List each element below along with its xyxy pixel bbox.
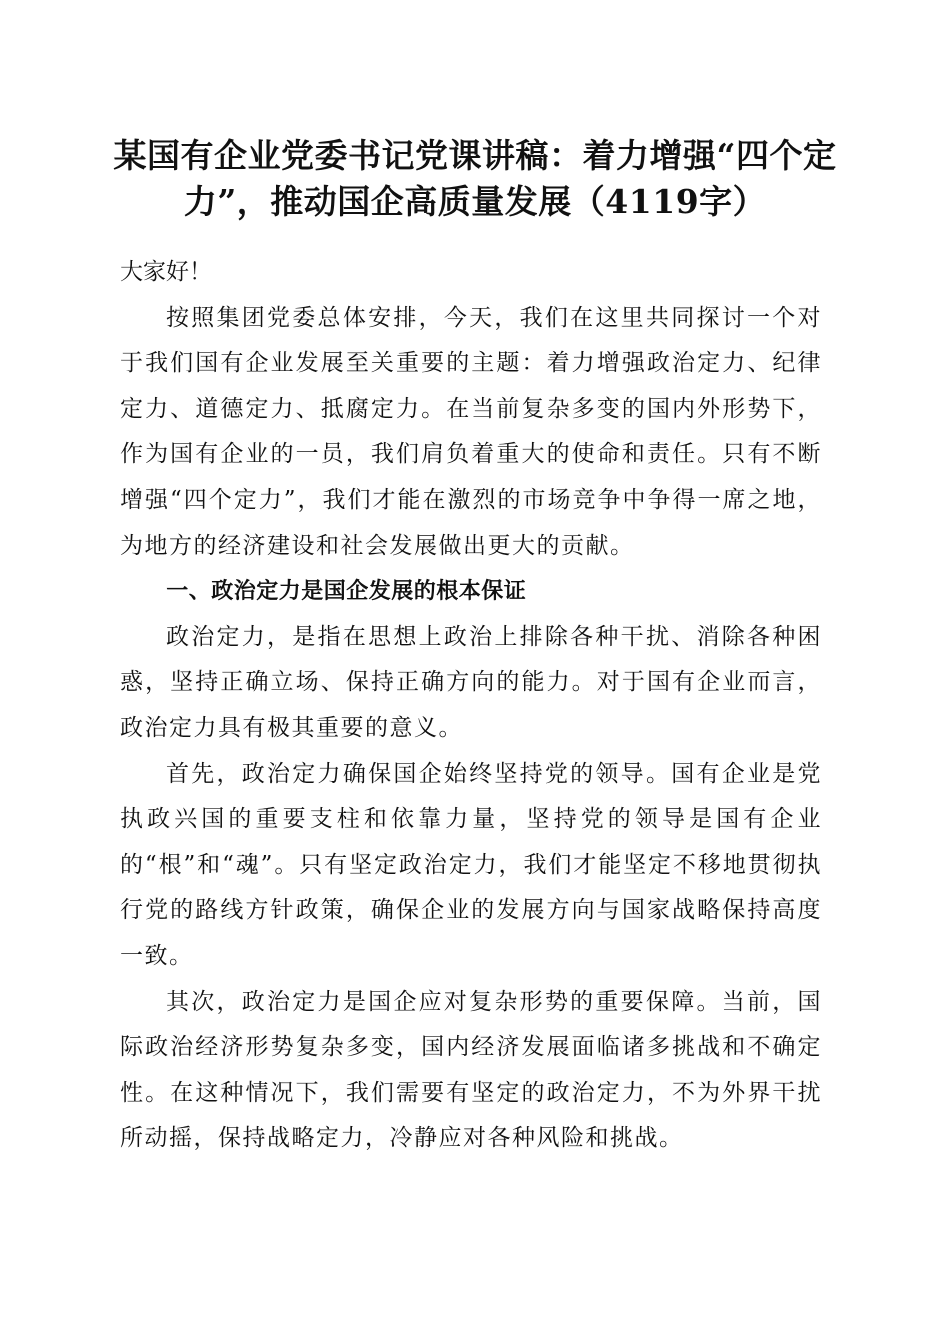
document-title: 某国有企业党委书记党课讲稿：着力增强“四个定力”，推动国企高质量发展（4119字） — [113, 136, 837, 221]
body-paragraph: 其次，政治定力是国企应对复杂形势的重要保障。当前，国际政治经济形势复杂多变，国内经济发展面临诸多挑战和不确定性。在这种情况下，我们需要有坚定的政治定力，不为外界干扰所动摇，保持战略定力，冷静应对各种风险和挑战。 — [120, 988, 822, 1152]
document-body — [120, 250, 822, 1162]
greeting: 大家好！ — [120, 259, 212, 285]
body-paragraph: 政治定力，是指在思想上政治上排除各种干扰、消除各种困惑，坚持正确立场、保持正确方向的能力。对于国有企业而言，政治定力具有极其重要的意义。 — [120, 623, 822, 741]
section-heading-1: 一、政治定力是国企发展的根本保证 — [166, 579, 527, 605]
intro-paragraph: 按照集团党委总体安排，今天，我们在这里共同探讨一个对于我们国有企业发展至关重要的主题：着力增强政治定力、纪律定力、道德定力、抵腐定力。在当前复杂多变的国内外形势下，作为国有企业的一员，我们肩负着重大的使命和责任。只有不断增强“四个定力”，我们才能在激烈的市场竞争中争得一席之地，为地方的经济建设和社会发展做出更大的贡献。 — [120, 304, 822, 559]
body-paragraph: 首先，政治定力确保国企始终坚持党的领导。国有企业是党执政兴国的重要支柱和依靠力量，坚持党的领导是国有企业的“根”和“魂”。只有坚定政治定力，我们才能坚定不移地贯彻执行党的路线方针政策，确保企业的发展方向与国家战略保持高度一致。 — [120, 760, 822, 969]
